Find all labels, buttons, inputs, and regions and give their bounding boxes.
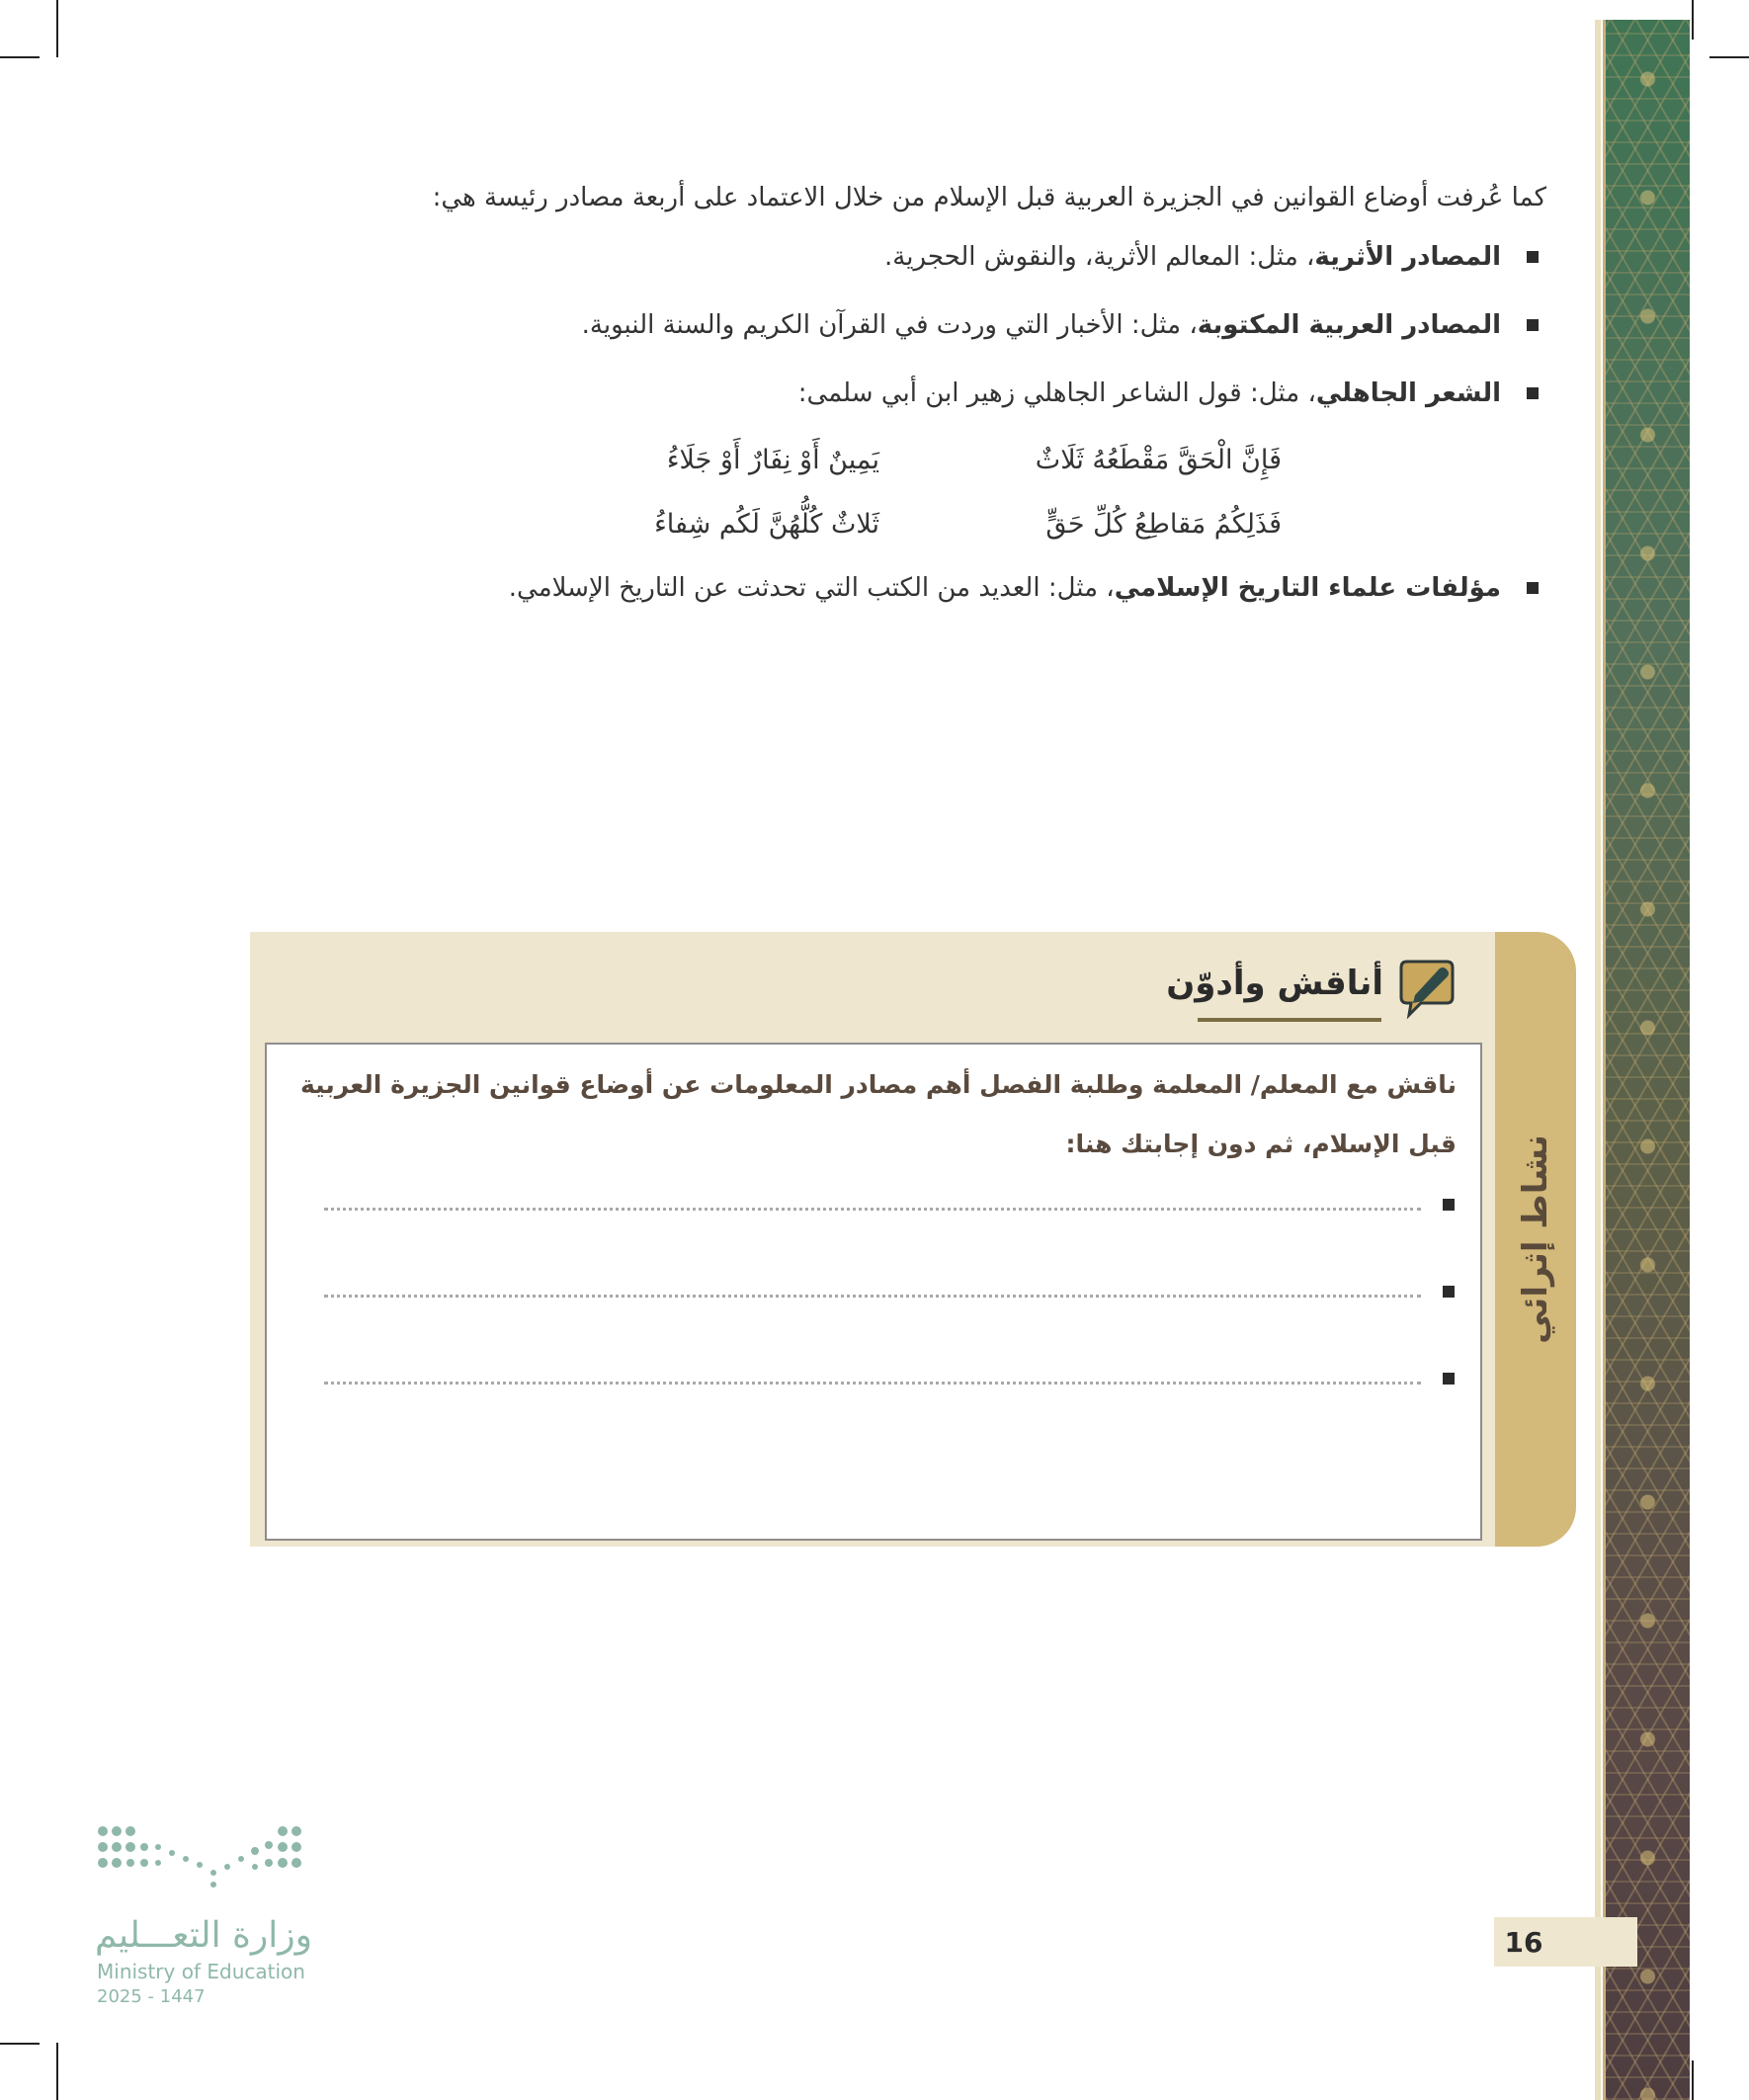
source-item [331, 573, 1546, 603]
page-number: 16 [1504, 1925, 1543, 1959]
source-text: ، مثل: الأخبار التي وردت في القرآن الكريم والسنة النبوية. [581, 310, 1198, 340]
crop-mark [56, 0, 58, 57]
source-item [331, 242, 1546, 272]
crop-mark [1709, 56, 1749, 58]
bullet-square-icon [1527, 319, 1539, 331]
bullet-square-icon [1527, 387, 1539, 399]
activity-tab-label: نشاط إثرائي [1516, 1134, 1556, 1344]
pen-speech-bubble-icon [1393, 956, 1458, 1021]
crop-mark [1692, 0, 1694, 40]
crop-mark [1692, 2060, 1694, 2100]
source-item [331, 310, 1546, 340]
answer-line[interactable] [324, 1208, 1421, 1211]
source-item [331, 378, 1546, 408]
bullet-square-icon [1443, 1373, 1455, 1385]
poem-line1-first-hemistich: فَإِنَّ الْحَقَّ مَقْطَعُهُ ثَلَاثٌ [1035, 445, 1282, 475]
poem-line2-second-hemistich: ثَلاثٌ كُلُّهُنَّ لَكُم شِفاءُ [654, 509, 879, 540]
source-text: ، مثل: قول الشاعر الجاهلي زهير ابن أبي سلمى: [797, 378, 1316, 408]
source-title: المصادر الأثرية [1314, 242, 1501, 272]
ornamental-border [1606, 20, 1690, 2100]
poem-line1-second-hemistich: يَمِينٌ أَوْ نِفَارٌ أَوْ جَلَاءُ [666, 445, 879, 475]
source-title: مؤلفات علماء التاريخ الإسلامي [1114, 573, 1501, 603]
activity-prompt-line2: قبل الإسلام، ثم دون إجابتك هنا: [1065, 1130, 1457, 1158]
source-text: ، مثل: العديد من الكتب التي تحدثت عن التاريخ الإسلامي. [508, 573, 1115, 603]
source-title: الشعر الجاهلي [1315, 378, 1501, 408]
crop-mark [56, 2043, 58, 2100]
activity-prompt-line1: ناقش مع المعلم/ المعلمة وطلبة الفصل أهم مصادر المعلومات عن أوضاع قوانين الجزيرة العربية [300, 1070, 1457, 1099]
border-edge [1595, 20, 1601, 2100]
ministry-logo-dots [95, 1823, 312, 1892]
ministry-name-english: Ministry of Education [97, 1960, 305, 1983]
edition-year: 2025 - 1447 [97, 1986, 206, 2007]
crop-mark [0, 56, 40, 58]
bullet-square-icon [1527, 582, 1539, 594]
bullet-square-icon [1443, 1286, 1455, 1298]
answer-line[interactable] [324, 1295, 1421, 1298]
activity-title-underline [1198, 1018, 1381, 1022]
source-title: المصادر العربية المكتوبة [1197, 310, 1501, 340]
activity-title: أناقش وأدوّن [1166, 964, 1383, 1003]
answer-area [265, 1043, 1482, 1541]
ministry-name-arabic: وزارة التعـــليم [95, 1915, 313, 1956]
bullet-square-icon [1527, 251, 1539, 263]
source-text: ، مثل: المعالم الأثرية، والنقوش الحجرية. [884, 242, 1315, 272]
intro-paragraph: كما عُرفت أوضاع القوانين في الجزيرة العربية قبل الإسلام من خلال الاعتماد على أربعة مصادر رئيسة هي: [432, 183, 1546, 212]
crop-mark [0, 2043, 40, 2045]
activity-tab-label-wrap [1495, 932, 1576, 1547]
poem-line2-first-hemistich: فَذَلِكُمُ مَقاطِعُ كُلِّ حَقٍّ [1045, 509, 1282, 540]
answer-line[interactable] [324, 1382, 1421, 1385]
bullet-square-icon [1443, 1199, 1455, 1211]
